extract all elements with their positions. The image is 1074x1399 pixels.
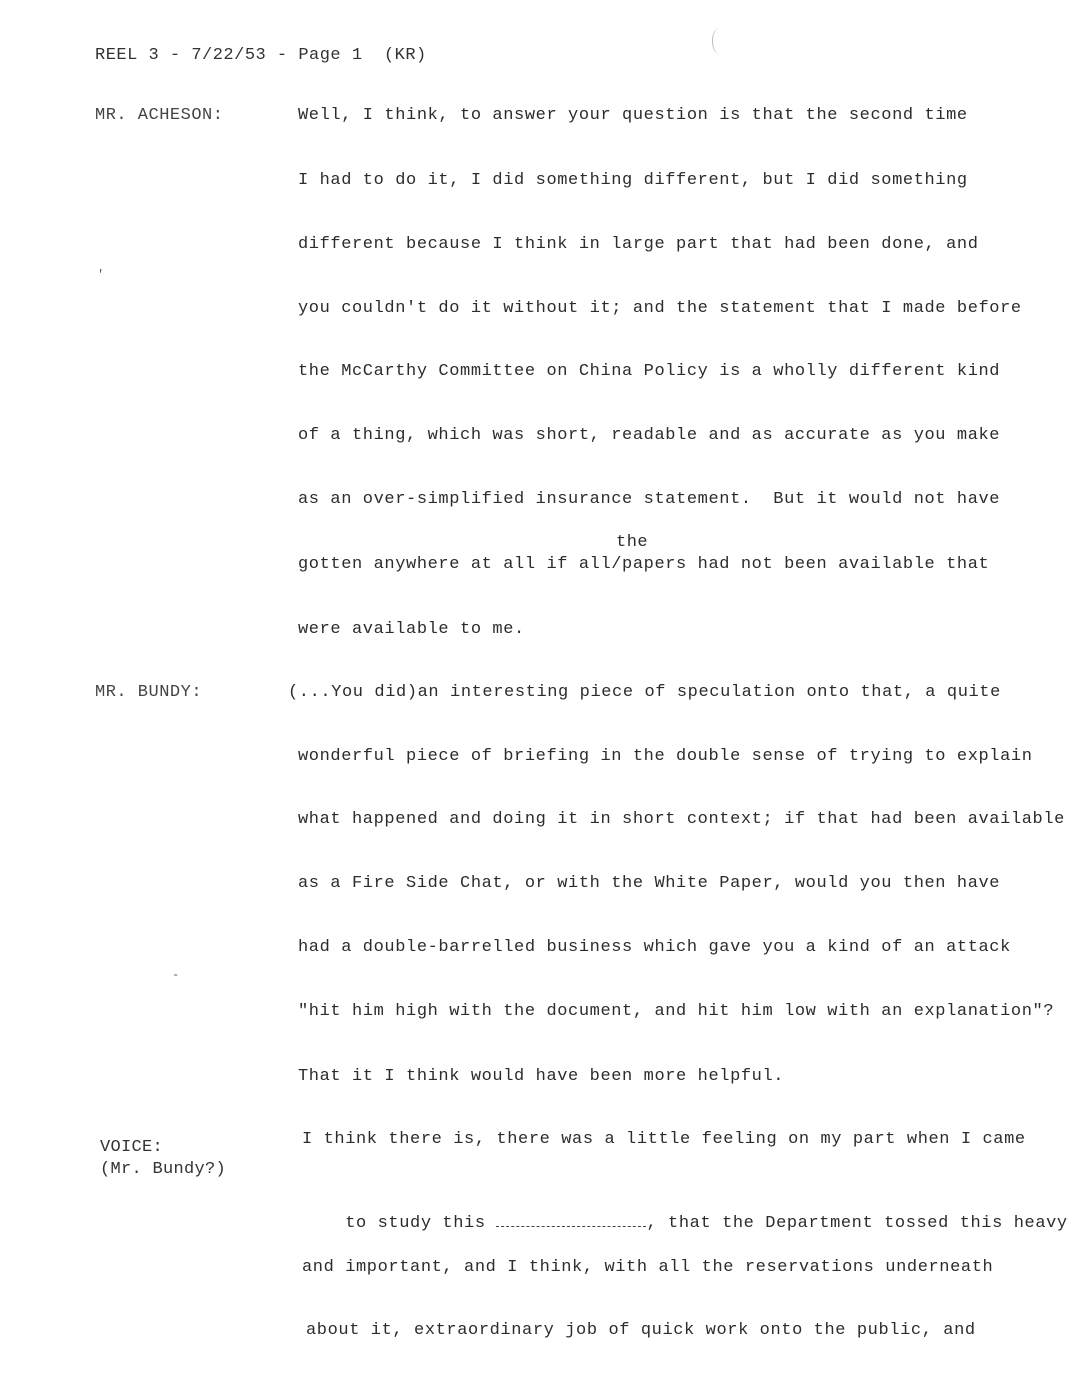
stray-mark: - (172, 968, 180, 982)
bundy-line: what happened and doing it in short context; if that had been available (298, 810, 1065, 829)
acheson-line: the McCarthy Committee on China Policy is a wholly different kind (298, 362, 1001, 381)
acheson-line: of a thing, which was short, readable and as accurate as you make (298, 426, 1001, 445)
voice-line: I think there is, there was a little feeling on my part when I came (302, 1130, 1026, 1149)
pencil-mark (712, 28, 727, 54)
acheson-line: you couldn't do it without it; and the statement that I made before (298, 299, 1022, 318)
speaker-acheson: MR. ACHESON: (95, 106, 224, 125)
voice-line-part: , that the Department tossed this heavy (646, 1214, 1068, 1233)
bundy-line: as a Fire Side Chat, or with the White Paper, would you then have (298, 874, 1001, 893)
bundy-line: That it I think would have been more helpful. (298, 1067, 785, 1086)
acheson-line: different because I think in large part that had been done, and (298, 235, 979, 254)
inserted-word: the (616, 533, 649, 552)
page-header: REEL 3 - 7/22/53 - Page 1 (KR) (95, 46, 427, 65)
acheson-line: as an over-simplified insurance statement. But it would not have (298, 490, 1001, 509)
blank-underline (496, 1225, 646, 1227)
acheson-line: were available to me. (298, 620, 525, 639)
speaker-voice-note: (Mr. Bundy?) (100, 1160, 227, 1179)
bundy-line: "hit him high with the document, and hit him low with an explanation"? (298, 1002, 1055, 1021)
acheson-line: gotten anywhere at all if all/papers had not been available that (298, 555, 990, 574)
speaker-voice: VOICE: (100, 1138, 164, 1157)
speaker-bundy: MR. BUNDY: (95, 683, 203, 702)
bundy-line: wonderful piece of briefing in the double sense of trying to explain (298, 747, 1033, 766)
voice-line (302, 1195, 1068, 1252)
voice-line-part: to study this (345, 1214, 486, 1233)
voice-line: about it, extraordinary job of quick work onto the public, and (306, 1321, 976, 1340)
stray-mark: ' (97, 268, 105, 282)
acheson-line: Well, I think, to answer your question is that the second time (298, 106, 968, 125)
acheson-line: I had to do it, I did something different, but I did something (298, 171, 968, 190)
voice-line: and important, and I think, with all the reservations underneath (302, 1258, 994, 1277)
bundy-line: had a double-barrelled business which gave you a kind of an attack (298, 938, 1011, 957)
bundy-line: (...You did)an interesting piece of speculation onto that, a quite (288, 683, 1001, 702)
